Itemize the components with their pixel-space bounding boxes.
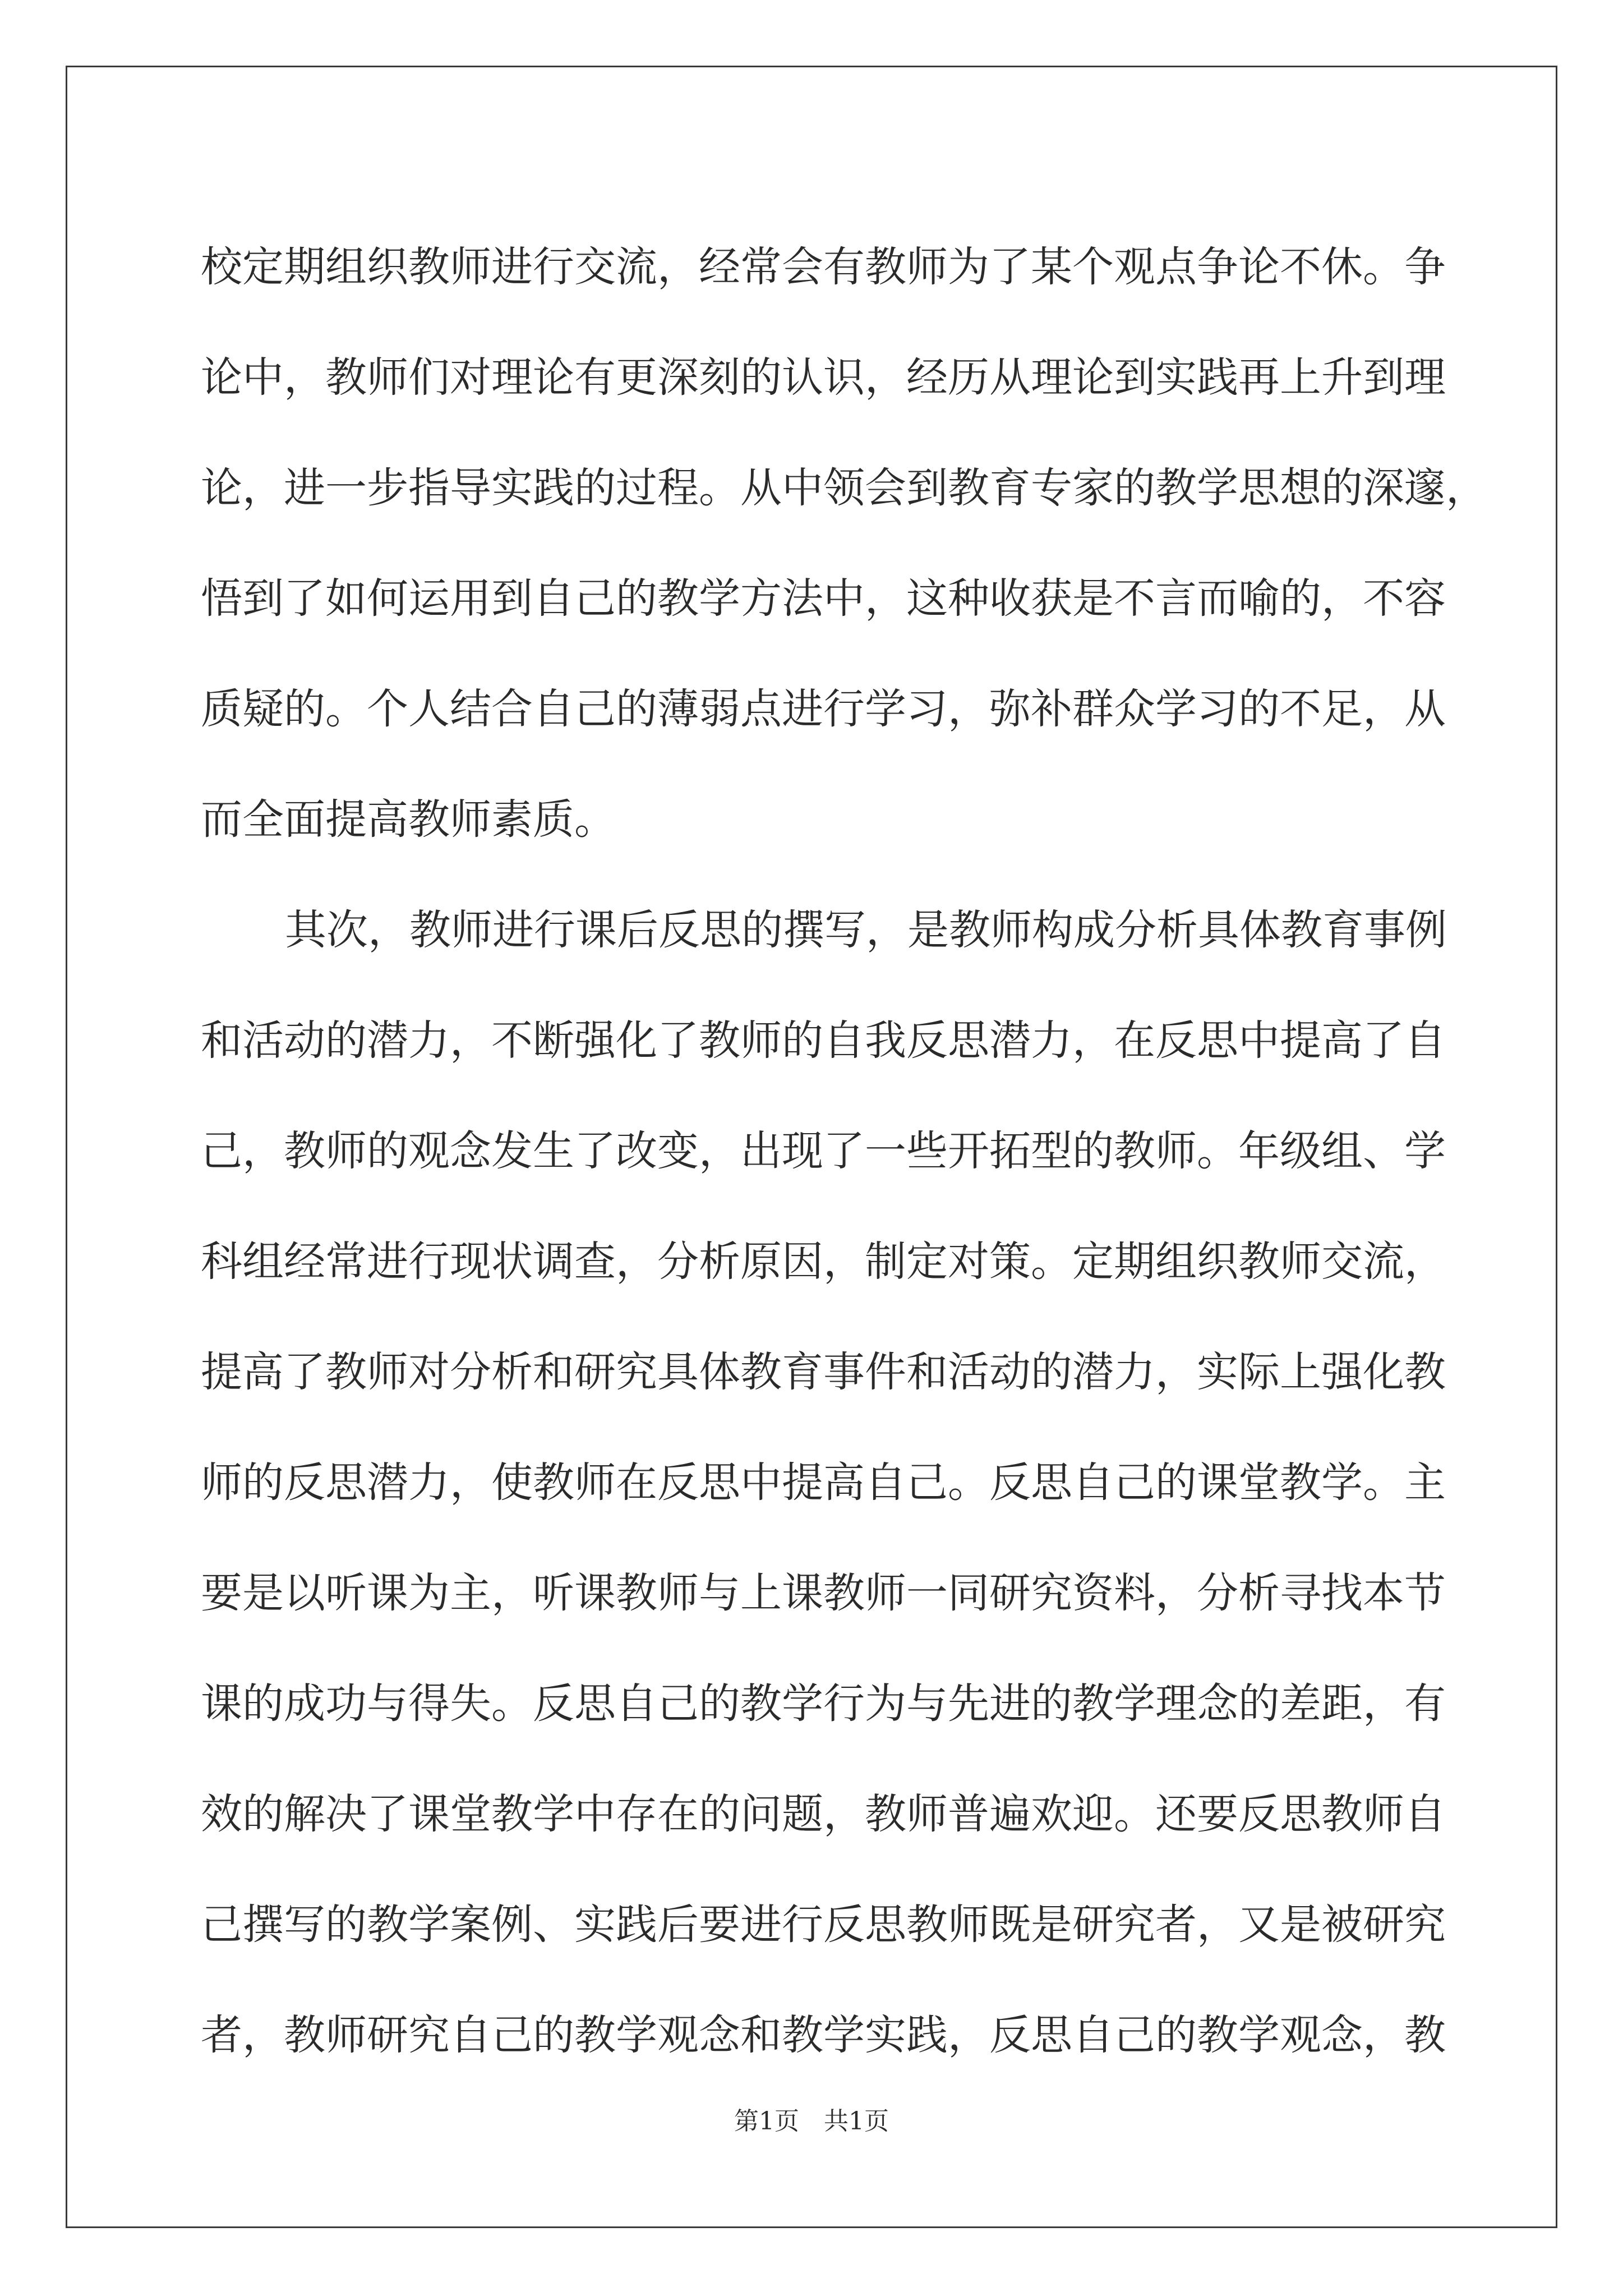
- text-line: 者，教师研究自己的教学观念和教学实践，反思自己的教学观念，教: [201, 2011, 1446, 2059]
- document-body: [201, 212, 1487, 2091]
- paragraph-1: [201, 212, 1487, 875]
- text-line: 己撰写的教学案例、实践后要进行反思教师既是研究者，又是被研究: [201, 1901, 1446, 1949]
- text-line: 校定期组织教师进行交流，经常会有教师为了某个观点争论不休。争: [201, 243, 1446, 291]
- text-line: 提高了教师对分析和研究具体教育事件和活动的潜力，实际上强化教: [201, 1348, 1446, 1396]
- text-line: 和活动的潜力，不断强化了教师的自我反思潜力，在反思中提高了自: [201, 1016, 1446, 1065]
- text-line: 科组经常进行现状调查，分析原因，制定对策。定期组织教师交流，: [201, 1237, 1446, 1286]
- text-line: 质疑的。个人结合自己的薄弱点进行学习，弥补群众学习的不足，从: [201, 685, 1446, 733]
- text-line: 效的解决了课堂教学中存在的问题，教师普遍欢迎。还要反思教师自: [201, 1790, 1446, 1838]
- page-number: 第1页: [734, 2107, 799, 2136]
- text-line: 论，进一步指导实践的过程。从中领会到教育专家的教学思想的深邃，: [201, 464, 1487, 512]
- text-line: 师的反思潜力，使教师在反思中提高自己。反思自己的课堂教学。主: [201, 1458, 1446, 1507]
- page-footer: [0, 2101, 1623, 2137]
- text-line: 而全面提高教师素质。: [201, 795, 616, 844]
- text-line: 论中，教师们对理论有更深刻的认识，经历从理论到实践再上升到理: [201, 353, 1446, 402]
- page-total: 共1页: [824, 2107, 889, 2136]
- paragraph-2: [201, 875, 1447, 2091]
- text-line: 要是以听课为主，听课教师与上课教师一同研究资料，分析寻找本节: [201, 1569, 1446, 1617]
- text-line: 课的成功与得失。反思自己的教学行为与先进的教学理念的差距，有: [201, 1680, 1446, 1728]
- text-line: 己，教师的观念发生了改变，出现了一些开拓型的教师。年级组、学: [201, 1127, 1446, 1175]
- text-line: 其次，教师进行课后反思的撰写，是教师构成分析具体教育事例: [285, 906, 1447, 954]
- text-line: 悟到了如何运用到自己的教学方法中，这种收获是不言而喻的，不容: [201, 574, 1446, 623]
